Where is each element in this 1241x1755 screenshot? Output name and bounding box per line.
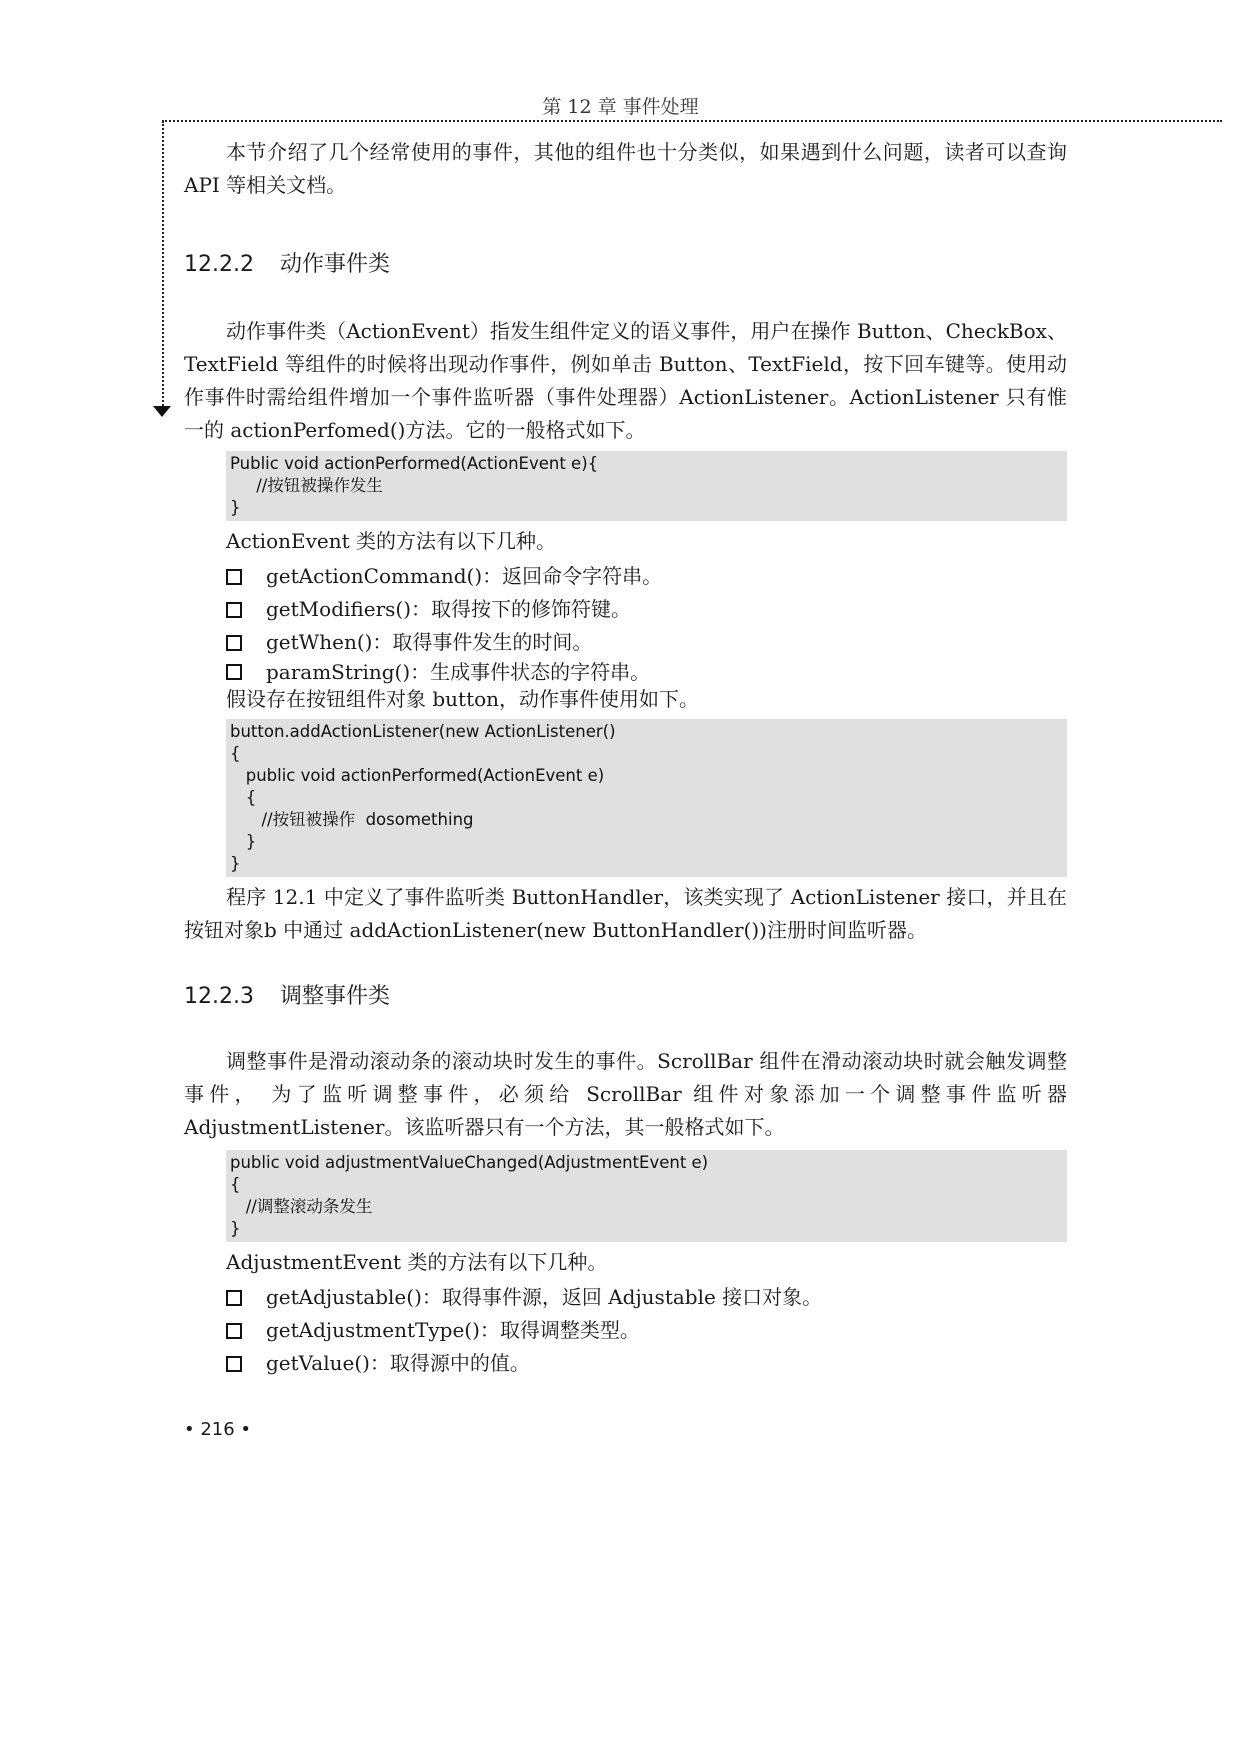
code-line: } — [230, 498, 241, 517]
adjustment-methods-intro: AdjustmentEvent 类的方法有以下几种。 — [226, 1250, 608, 1274]
code-line: public void adjustmentValueChanged(AdjustmentEvent e) — [230, 1153, 709, 1172]
checkbox-bullet-icon — [226, 602, 242, 618]
checkbox-bullet-icon — [226, 1356, 242, 1372]
arrow-down-icon — [153, 406, 171, 417]
code-block-action-performed — [226, 451, 1067, 521]
code-line: //按钮被操作发生 — [230, 476, 383, 495]
list-item: paramString()：生成事件状态的字符串。 — [226, 659, 1067, 685]
code-line: } — [230, 832, 257, 851]
checkbox-bullet-icon — [226, 635, 242, 651]
section-heading-12-2-3 — [184, 979, 1067, 1010]
section-number: 12.2.2 — [184, 252, 254, 277]
code-line: //调整滚动条发生 — [230, 1197, 373, 1216]
section-heading-12-2-2 — [184, 247, 1067, 278]
checkbox-bullet-icon — [226, 569, 242, 585]
margin-dotted-guide — [162, 121, 164, 410]
checkbox-bullet-icon — [226, 1290, 242, 1306]
code-line: Public void actionPerformed(ActionEvent e){ — [230, 454, 599, 473]
page-body — [184, 136, 1067, 1380]
action-methods-intro: ActionEvent 类的方法有以下几种。 — [226, 529, 557, 553]
code-line: button.addActionListener(new ActionListener() — [230, 722, 616, 741]
code-line: } — [230, 854, 241, 873]
section-number: 12.2.3 — [184, 984, 254, 1009]
usage-intro: 假设存在按钮组件对象 button，动作事件使用如下。 — [226, 687, 700, 711]
adjustment-event-paragraph: 调整事件是滑动滚动条的滚动块时发生的事件。ScrollBar 组件在滑动滚动块时就会触发调整事件， 为了监听调整事件，必须给 ScrollBar 组件对象添加一个调整事件监听器 AdjustmentListener。该监听器只有一个方法，其一般格式如下。 — [184, 1049, 1067, 1139]
list-item: getValue()：取得源中的值。 — [226, 1347, 1067, 1380]
intro-paragraph: 本节介绍了几个经常使用的事件，其他的组件也十分类似，如果遇到什么问题，读者可以查询 API 等相关文档。 — [184, 140, 1067, 197]
list-item: getAdjustmentType()：取得调整类型。 — [226, 1314, 1067, 1347]
list-item: getAdjustable()：取得事件源，返回 Adjustable 接口对象。 — [226, 1281, 1067, 1314]
list-item: getModifiers()：取得按下的修饰符键。 — [226, 593, 1067, 626]
section-title: 动作事件类 — [279, 252, 390, 277]
section-title: 调整事件类 — [279, 984, 390, 1009]
adjustment-methods-list — [184, 1281, 1067, 1380]
code-block-add-listener — [226, 719, 1067, 877]
code-block-adjustment — [226, 1150, 1067, 1242]
running-header: 第 12 章 事件处理 — [542, 96, 699, 118]
action-event-paragraph: 动作事件类（ActionEvent）指发生组件定义的语义事件，用户在操作 Button、CheckBox、TextField 等组件的时候将出现动作事件，例如单击 Button、TextField，按下回车键等。使用动作事件时需给组件增加一个事件监听器（事件处理器）ActionListener。ActionListener 只有惟一的 actionPerfomed()方法。它的一般格式如下。 — [184, 319, 1067, 442]
code-line: public void actionPerformed(ActionEvent e) — [230, 766, 605, 785]
page-number: • 216 • — [184, 1419, 252, 1440]
code-line: //按钮被操作 dosomething — [230, 810, 474, 829]
button-handler-paragraph: 程序 12.1 中定义了事件监听类 ButtonHandler，该类实现了 ActionListener 接口，并且在按钮对象b 中通过 addActionListener(new ButtonHandler())注册时间监听器。 — [184, 885, 1067, 942]
list-item: getActionCommand()：返回命令字符串。 — [226, 560, 1067, 593]
code-line: } — [230, 1219, 241, 1238]
action-methods-list — [184, 560, 1067, 685]
code-line: { — [230, 788, 257, 807]
code-line: { — [230, 744, 241, 763]
list-item: getWhen()：取得事件发生的时间。 — [226, 626, 1067, 659]
checkbox-bullet-icon — [226, 664, 242, 680]
code-line: { — [230, 1175, 241, 1194]
header-dotted-rule — [162, 120, 1222, 122]
checkbox-bullet-icon — [226, 1323, 242, 1339]
